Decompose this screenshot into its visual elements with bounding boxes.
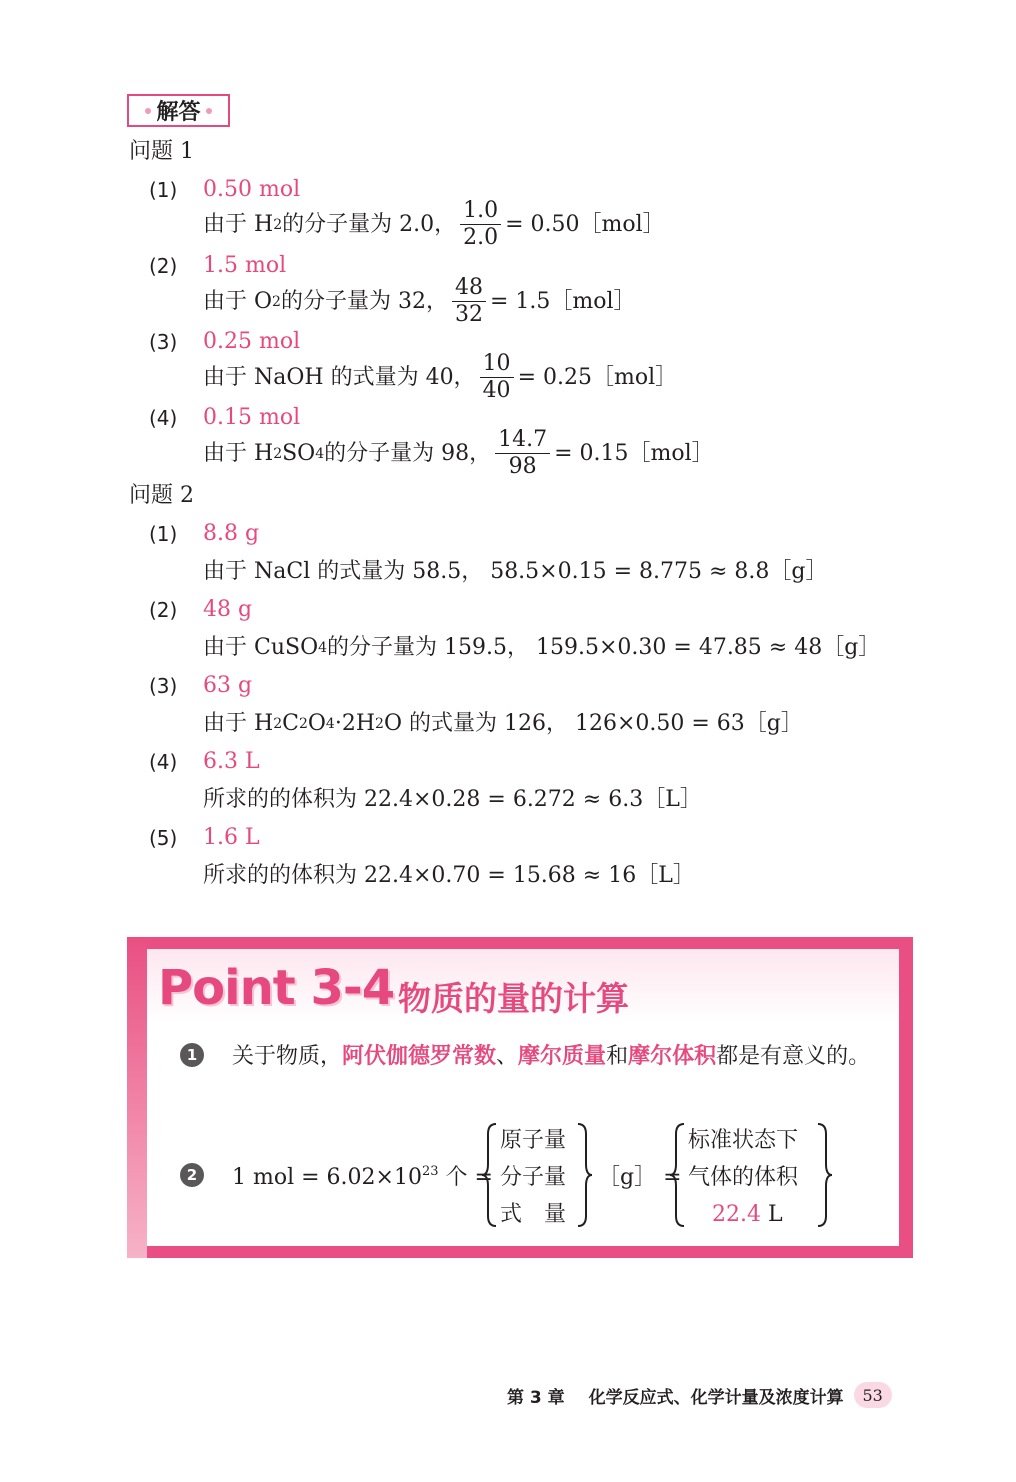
q1-item-4-num: (4) bbox=[149, 406, 178, 430]
numerator: 48 bbox=[452, 275, 486, 302]
text: 都是有意义的。 bbox=[716, 1044, 871, 1069]
numerator: 1.0 bbox=[460, 198, 501, 225]
subscript: 4 bbox=[315, 445, 325, 462]
text: 由于 CuSO bbox=[203, 635, 319, 660]
result: = 1.5［mol］ bbox=[489, 288, 636, 314]
value: 22.4 bbox=[712, 1202, 761, 1227]
brace-group-2 bbox=[670, 1120, 830, 1230]
q1-item-2-explanation bbox=[203, 275, 636, 328]
formula-weight: 式 量 bbox=[500, 1202, 567, 1227]
q1-item-4-answer: 0.15 mol bbox=[203, 405, 301, 430]
denominator: 32 bbox=[454, 302, 483, 327]
subscript: 2 bbox=[273, 445, 283, 462]
q1-item-3-explanation bbox=[203, 351, 677, 404]
q1-item-3-num: (3) bbox=[149, 330, 178, 354]
q2-item-5-num: (5) bbox=[149, 826, 178, 850]
page-footer bbox=[507, 1382, 892, 1408]
equation-left bbox=[232, 1160, 493, 1191]
result: = 0.50［mol］ bbox=[505, 211, 665, 237]
page-number: 53 bbox=[854, 1382, 892, 1408]
denominator: 2.0 bbox=[463, 225, 499, 250]
dot-icon bbox=[145, 108, 151, 114]
q2-item-2-explanation bbox=[203, 633, 880, 663]
superscript: 23 bbox=[421, 1164, 439, 1179]
q1-item-2-num: (2) bbox=[149, 254, 178, 278]
text: 由于 H bbox=[203, 711, 274, 736]
text: C bbox=[282, 711, 299, 736]
point-box-side bbox=[127, 937, 147, 1258]
point-title: 物质的量的计算 bbox=[398, 979, 629, 1018]
subscript: 2 bbox=[272, 293, 281, 310]
q1-item-1-explanation bbox=[203, 198, 665, 251]
text: ·2H bbox=[334, 711, 376, 736]
brace-1-items bbox=[500, 1122, 566, 1233]
q1-item-1-answer: 0.50 mol bbox=[203, 177, 301, 202]
text: 的分子量为 98， bbox=[324, 440, 492, 466]
fraction bbox=[495, 427, 550, 480]
q2-item-4-explanation: 所求的的体积为 22.4×0.28 = 6.272 ≈ 6.3［L］ bbox=[203, 787, 702, 812]
text: 的分子量为 159.5， 159.5×0.30 = 47.85 ≈ 48［g］ bbox=[327, 635, 881, 660]
q2-item-1-answer: 8.8 g bbox=[203, 521, 260, 546]
equation-middle: ［g］ = bbox=[598, 1165, 682, 1190]
highlight-molar-mass: 摩尔质量 bbox=[518, 1044, 607, 1069]
denominator: 98 bbox=[508, 454, 537, 479]
answer-header-label: 解答 bbox=[156, 100, 201, 125]
q2-item-5-explanation: 所求的的体积为 22.4×0.70 = 15.68 ≈ 16［L］ bbox=[203, 863, 695, 888]
text: 的分子量为 2.0， bbox=[282, 211, 457, 237]
standard-conditions: 标准状态下 bbox=[688, 1128, 799, 1153]
chapter-label: 第 3 章 bbox=[507, 1387, 565, 1408]
text: O bbox=[307, 711, 326, 736]
fraction bbox=[460, 198, 501, 251]
subscript: 2 bbox=[273, 216, 283, 233]
dot-icon bbox=[206, 108, 212, 114]
denominator: 40 bbox=[482, 378, 511, 403]
subscript: 2 bbox=[273, 716, 283, 732]
fraction bbox=[480, 351, 514, 404]
q2-item-2-answer: 48 g bbox=[203, 597, 253, 622]
text: 由于 H bbox=[203, 211, 274, 237]
text: 由于 O bbox=[203, 288, 273, 314]
q2-item-1-num: (1) bbox=[149, 522, 178, 546]
molar-volume-value bbox=[688, 1196, 798, 1233]
question-1-title: 问题 1 bbox=[129, 139, 194, 164]
q1-item-2-answer: 1.5 mol bbox=[203, 253, 287, 278]
fraction bbox=[452, 275, 486, 328]
text: 、 bbox=[496, 1044, 519, 1069]
q2-item-5-answer: 1.6 L bbox=[203, 825, 260, 850]
subscript: 2 bbox=[298, 716, 308, 732]
question-2-title: 问题 2 bbox=[129, 483, 194, 508]
text: 由于 NaOH 的式量为 40， bbox=[203, 364, 476, 390]
brace-group-1 bbox=[482, 1120, 592, 1230]
q2-item-1-explanation: 由于 NaCl 的式量为 58.5， 58.5×0.15 = 8.775 ≈ 8.8［g］ bbox=[203, 559, 828, 584]
subscript: 4 bbox=[318, 640, 328, 656]
result: = 0.25［mol］ bbox=[517, 364, 678, 390]
brace-2-items bbox=[688, 1122, 798, 1233]
q2-item-4-num: (4) bbox=[149, 750, 178, 774]
result: = 0.15［mol］ bbox=[554, 440, 714, 466]
text: O 的式量为 126， 126×0.50 = 63［g］ bbox=[383, 711, 803, 736]
text: 个 = bbox=[438, 1165, 493, 1190]
q2-item-3-explanation bbox=[203, 709, 803, 739]
text: SO bbox=[282, 440, 316, 466]
bullet-2-icon: 2 bbox=[180, 1163, 204, 1187]
unit: L bbox=[760, 1202, 783, 1227]
q1-item-4-explanation bbox=[203, 427, 714, 480]
point-item-1 bbox=[232, 1038, 882, 1076]
point-label: Point 3-4 bbox=[158, 960, 395, 1016]
chapter-title: 化学反应式、化学计量及浓度计算 bbox=[588, 1387, 844, 1408]
q2-item-3-answer: 63 g bbox=[203, 673, 253, 698]
subscript: 4 bbox=[325, 716, 335, 732]
q2-item-2-num: (2) bbox=[149, 598, 178, 622]
q2-item-3-num: (3) bbox=[149, 674, 178, 698]
text: 的分子量为 32， bbox=[280, 288, 448, 314]
molecular-weight: 分子量 bbox=[500, 1165, 567, 1190]
atomic-weight: 原子量 bbox=[500, 1128, 567, 1153]
bullet-1-icon: 1 bbox=[180, 1043, 204, 1067]
numerator: 14.7 bbox=[495, 427, 550, 454]
highlight-avogadro: 阿伏伽德罗常数 bbox=[342, 1044, 497, 1069]
text: 关于物质， bbox=[232, 1044, 343, 1069]
numerator: 10 bbox=[480, 351, 514, 378]
text: 由于 H bbox=[203, 440, 274, 466]
q2-item-4-answer: 6.3 L bbox=[203, 749, 260, 774]
subscript: 2 bbox=[375, 716, 384, 732]
highlight-molar-volume: 摩尔体积 bbox=[628, 1044, 717, 1069]
q1-item-1-num: (1) bbox=[149, 178, 178, 202]
gas-volume: 气体的体积 bbox=[688, 1165, 799, 1190]
q1-item-3-answer: 0.25 mol bbox=[203, 329, 301, 354]
text: 和 bbox=[606, 1044, 629, 1069]
answer-header bbox=[127, 94, 230, 127]
text: 1 mol = 6.02×10 bbox=[232, 1165, 422, 1190]
